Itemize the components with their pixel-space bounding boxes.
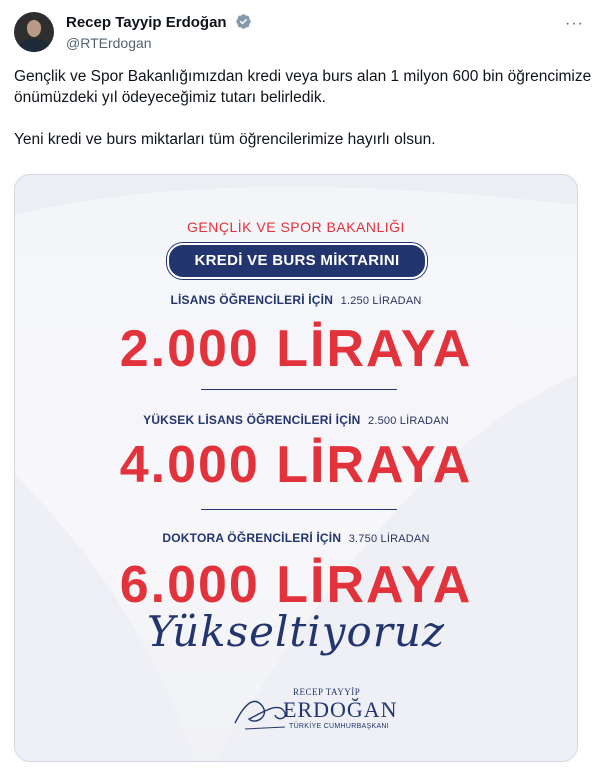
old-amount: 1.250 LİRADAN: [340, 295, 422, 307]
row-label-text: YÜKSEK LİSANS ÖĞRENCİLERİ İÇİN: [143, 413, 361, 427]
signature-first-names: RECEP TAYYİP: [293, 687, 361, 697]
divider: [201, 389, 397, 390]
row-label-doktora: [15, 531, 577, 545]
divider: [201, 509, 397, 510]
author-display-name[interactable]: Recep Tayyip Erdoğan: [66, 14, 227, 31]
closing-script: Yükseltiyoruz: [147, 607, 445, 656]
row-label-text: DOKTORA ÖĞRENCİLERİ İÇİN: [162, 531, 342, 545]
old-amount: 3.750 LİRADAN: [348, 533, 430, 545]
new-amount-yuksek-lisans: 4.000 LİRAYA: [119, 436, 473, 494]
tweet-image[interactable]: [14, 174, 578, 762]
verified-badge-icon: [235, 13, 252, 30]
new-amount-lisans: 2.000 LİRAYA: [119, 320, 473, 378]
headline-pill: KREDİ VE BURS MİKTARINI: [167, 243, 427, 279]
signature-surname: ERDOĞAN: [283, 697, 398, 722]
signature-title: TÜRKİYE CUMHURBAŞKANI: [289, 723, 390, 730]
avatar[interactable]: [14, 12, 54, 52]
row-label-lisans: [15, 293, 577, 307]
tweet-paragraph-1: Gençlik ve Spor Bakanlığımızdan kredi veya burs alan 1 milyon 600 bin öğrencimize önümüzdeki yıl ödeyeceğimiz tutarı belirledik.: [14, 68, 592, 106]
author-block: [66, 13, 252, 52]
more-options-icon[interactable]: ···: [565, 15, 584, 32]
old-amount: 2.500 LİRADAN: [368, 415, 449, 427]
avatar-face: [27, 20, 41, 37]
tweet-paragraph-2: Yeni kredi ve burs miktarları tüm öğrencilerimize hayırlı olsun.: [14, 131, 436, 148]
author-handle[interactable]: @RTErdogan: [66, 35, 152, 51]
tweet-header: [14, 10, 594, 56]
ministry-name: GENÇLİK VE SPOR BAKANLIĞI: [187, 219, 405, 235]
new-amount-doktora: 6.000 LİRAYA: [119, 556, 473, 614]
row-label-yuksek-lisans: [15, 413, 577, 427]
row-label-text: LİSANS ÖĞRENCİLERİ İÇİN: [170, 293, 334, 307]
avatar-shoulders: [18, 39, 50, 52]
tweet-text: [14, 66, 592, 150]
